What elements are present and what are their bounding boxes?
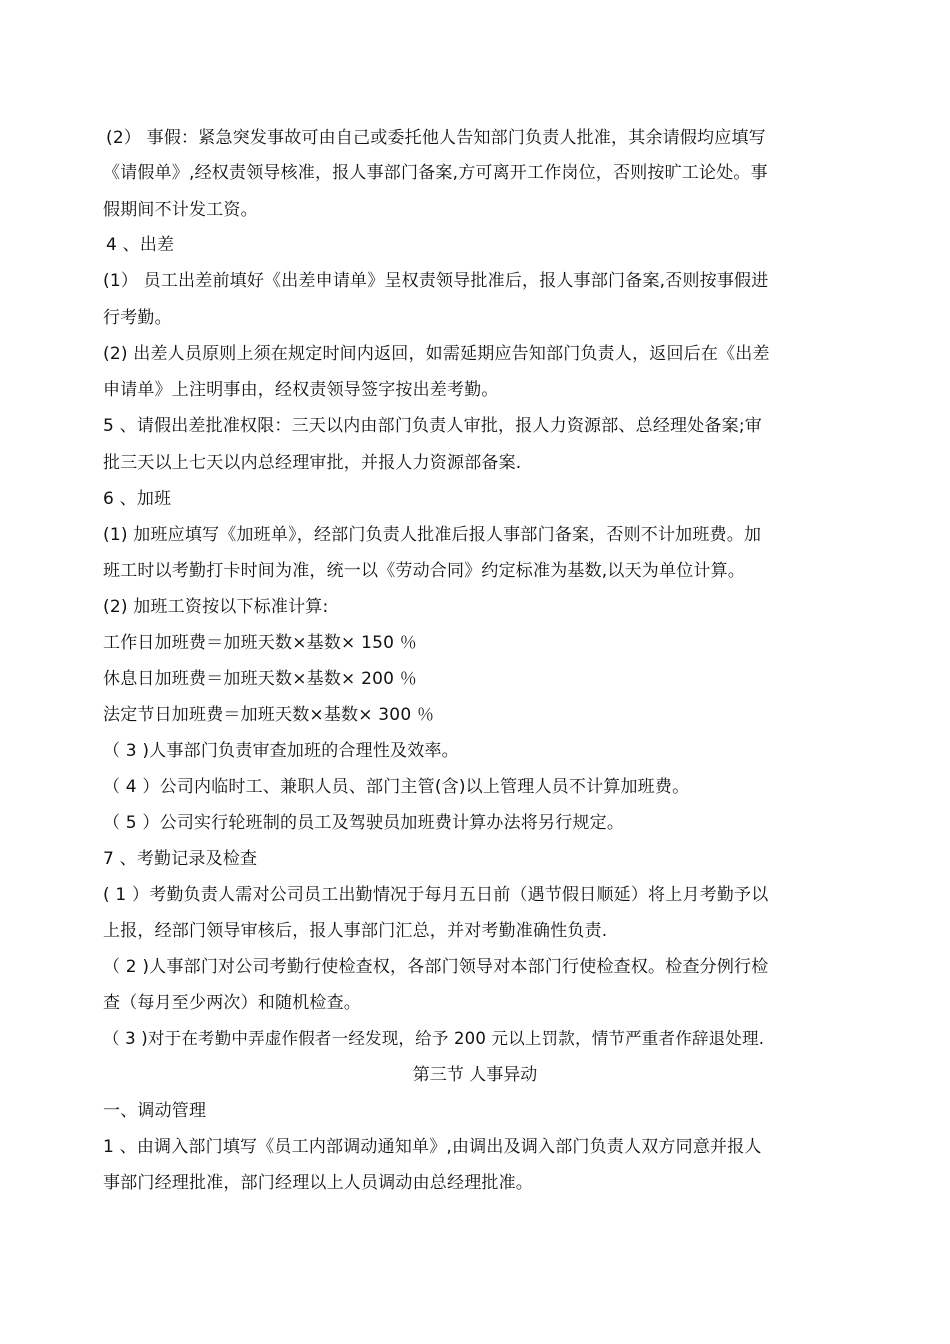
text-line: (2） 事假：紧急突发事故可由自己或委托他人告知部门负责人批准，其余请假均应填写 [106,128,766,148]
text-line: 《请假单》,经权责领导核准，报人事部门备案,方可离开工作岗位，否则按旷工论处。事 [103,163,768,183]
text-line: 5 、请假出差批准权限：三天以内由部门负责人审批，报人力资源部、总经理处备案;审 [103,416,762,436]
text-line: 批三天以上七天以内总经理审批，并报人力资源部备案. [103,453,522,473]
text-line: (2) 加班工资按以下标准计算: [103,597,329,617]
text-line: 假期间不计发工资。 [103,200,258,220]
text-line: 休息日加班费＝加班天数×基数× 200 ％ [103,669,417,689]
text-line: (1） 员工出差前填好《出差申请单》呈权责领导批准后，报人事部门备案,否则按事假进 [103,271,769,291]
text-line: （ 4 ）公司内临时工、兼职人员、部门主管(含)以上管理人员不计算加班费。 [103,777,690,797]
text-line: 行考勤。 [103,308,172,328]
text-line: (1) 加班应填写《加班单》，经部门负责人批准后报人事部门备案，否则不计加班费。加 [103,525,762,545]
text-line: 事部门经理批准，部门经理以上人员调动由总经理批准。 [103,1173,533,1193]
text-line: （ 3 )人事部门负责审查加班的合理性及效率。 [103,741,459,761]
text-line: (2) 出差人员原则上须在规定时间内返回，如需延期应告知部门负责人，返回后在《出差 [103,344,770,364]
text-line: 6 、加班 [103,489,172,509]
text-line: 查（每月至少两次）和随机检查。 [103,993,361,1013]
text-line: （ 5 ）公司实行轮班制的员工及驾驶员加班费计算办法将另行规定。 [103,813,625,833]
text-line: 班工时以考勤打卡时间为准，统一以《劳动合同》约定标准为基数,以天为单位计算。 [103,561,746,581]
text-line: 一、调动管理 [103,1101,207,1121]
text-line: ( 1 ）考勤负责人需对公司员工出勤情况于每月五日前（遇节假日顺延）将上月考勤予以 [103,885,769,905]
text-line: （ 3 )对于在考勤中弄虚作假者一经发现，给予 200 元以上罚款，情节严重者作辞退处理. [103,1029,765,1048]
text-line: 7 、考勤记录及检查 [103,849,258,869]
text-line: 1 、由调入部门填写《员工内部调动通知单》,由调出及调入部门负责人双方同意并报人 [103,1137,762,1157]
text-line: 4 、出差 [106,235,175,255]
text-line: 法定节日加班费＝加班天数×基数× 300 ％ [103,705,435,725]
text-line: 上报，经部门领导审核后，报人事部门汇总，并对考勤准确性负责. [103,921,608,941]
text-line: 申请单》上注明事由，经权责领导签字按出差考勤。 [103,380,499,400]
text-line: 工作日加班费＝加班天数×基数× 150 ％ [103,633,417,653]
section-heading: 第三节 人事异动 [412,1065,538,1085]
text-line: （ 2 )人事部门对公司考勤行使检查权，各部门领导对本部门行使检查权。检查分例行检 [103,957,769,977]
